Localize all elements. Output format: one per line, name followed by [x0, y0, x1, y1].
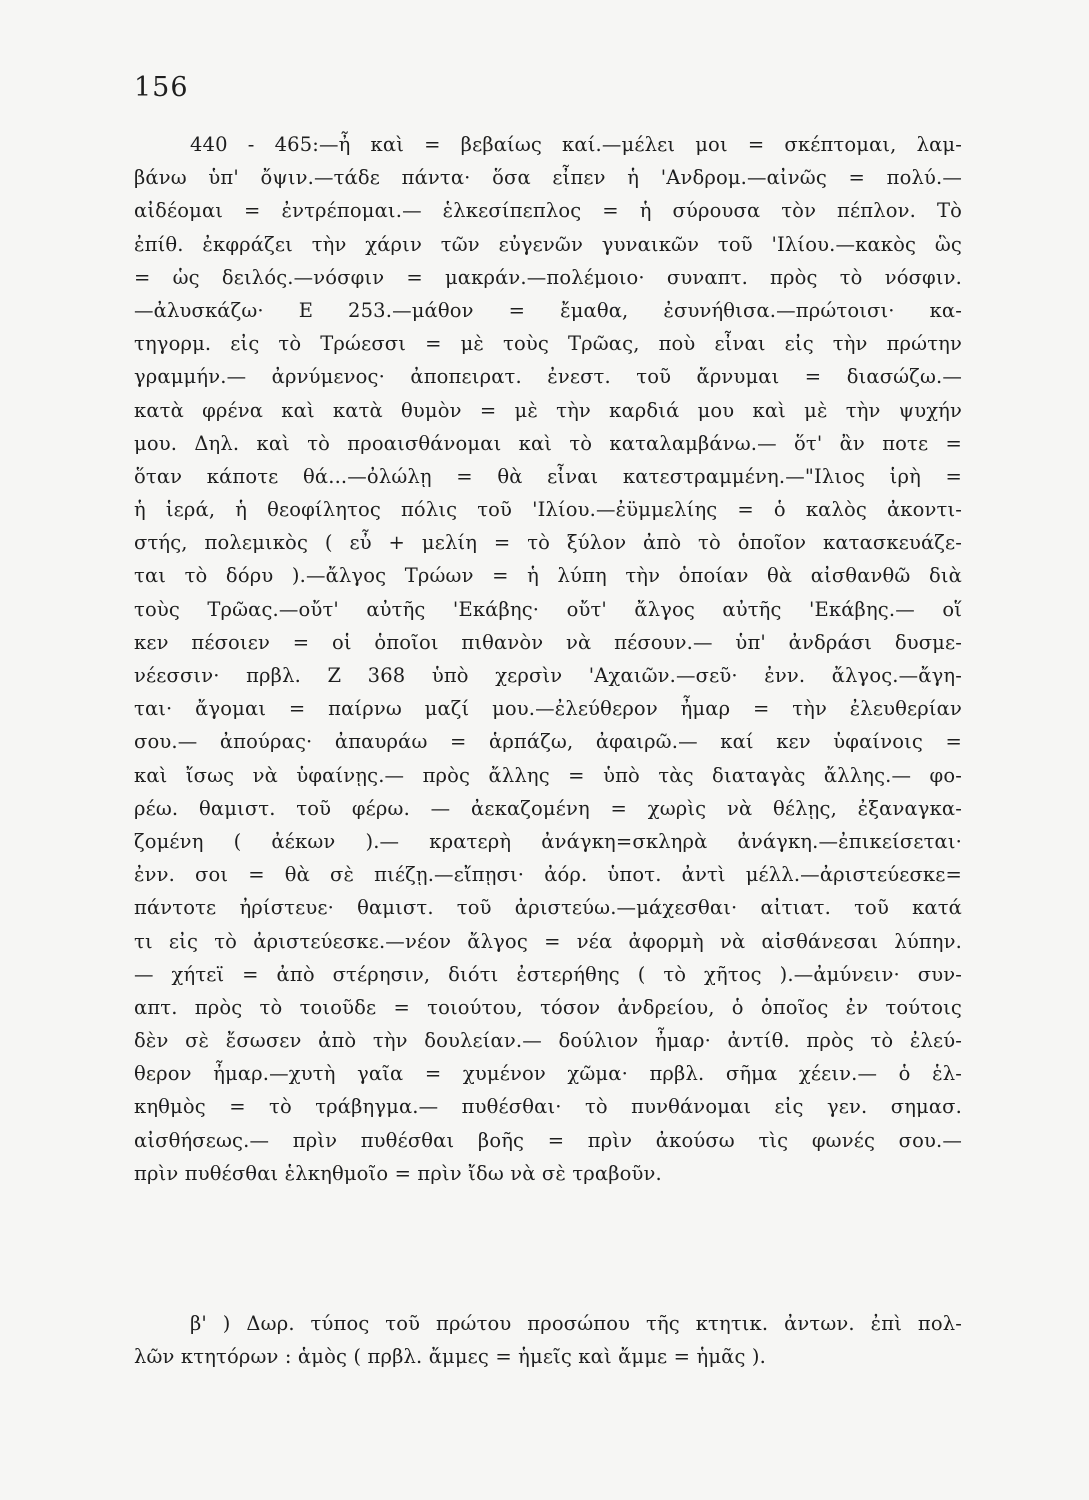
text-line: τηγορμ. εἰς τὸ Τρώεσσι = μὲ τοὺς Τρῶας, ποὺ εἶναι εἰς τὴν πρώτην	[134, 332, 962, 356]
text-line: ἡ ἱερά, ἡ θεοφίλητος πόλις τοῦ 'Ιλίου.—ἐϋμμελίης = ὁ καλὸς ἀκοντι-	[134, 498, 962, 522]
text-line: αἰδέομαι = ἐντρέπομαι.— ἑλκεσίπεπλος = ἡ σύρουσα τὸν πέπλον. Τὸ	[134, 199, 962, 223]
text-line: ρέω. θαμιστ. τοῦ φέρω. — ἀεκαζομένη = χωρὶς νὰ θέλῃς, ἐξαναγκα-	[134, 796, 962, 820]
text-line: κεν πέσοιεν = οἱ ὁποῖοι πιθανὸν νὰ πέσουν.— ὑπ' ἀνδράσι δυσμε-	[134, 630, 962, 654]
text-line: μου. Δηλ. καὶ τὸ προαισθάνομαι καὶ τὸ καταλαμβάνω.— ὅτ' ἂν ποτε =	[134, 431, 962, 455]
page-number: 156	[134, 72, 189, 103]
text-line: κατὰ φρένα καὶ κατὰ θυμὸν = μὲ τὴν καρδιά μου καὶ μὲ τὴν ψυχήν	[134, 398, 962, 422]
text-line: ἐπίθ. ἐκφράζει τὴν χάριν τῶν εὐγενῶν γυναικῶν τοῦ 'Ιλίου.—κακὸς ὣς	[134, 232, 962, 256]
section-b-note	[134, 1307, 962, 1373]
text-line: θερον ἦμαρ.—χυτὴ γαῖα = χυμένον χῶμα· πρβλ. σῆμα χέειν.— ὁ ἑλ-	[134, 1062, 962, 1086]
text-line: ὅταν κάποτε θά...—ὀλώλῃ = θὰ εἶναι κατεστραμμένη.—"Ιλιος ἱρὴ =	[134, 464, 962, 488]
text-line: δὲν σὲ ἔσωσεν ἀπὸ τὴν δουλείαν.— δούλιον ἦμαρ· ἀντίθ. πρὸς τὸ ἐλεύ-	[134, 1029, 962, 1053]
text-line: λῶν κτητόρων : ἁμὸς ( πρβλ. ἄμμες = ἡμεῖς καὶ ἄμμε = ἡμᾶς ).	[134, 1345, 766, 1369]
text-line: 440 - 465:—ἦ καὶ = βεβαίως καί.—μέλει μοι = σκέπτομαι, λαμ-	[190, 133, 962, 156]
text-line: ται· ἄγομαι = παίρνω μαζί μου.—ἐλεύθερον ἦμαρ = τὴν ἐλευθερίαν	[134, 697, 962, 721]
text-line: καὶ ἴσως νὰ ὑφαίνῃς.— πρὸς ἄλλης = ὑπὸ τὰς διαταγὰς ἄλλης.— φο-	[134, 763, 962, 787]
text-line: κηθμὸς = τὸ τράβηγμα.— πυθέσθαι· τὸ πυνθάνομαι εἰς γεν. σημασ.	[134, 1095, 962, 1119]
text-line: —ἀλυσκάζω· Ε 253.—μάθον = ἔμαθα, ἐσυνήθισα.—πρώτοισι· κα-	[134, 298, 962, 322]
text-line: ἐνν. σοι = θὰ σὲ πιέζῃ.—εἴπῃσι· ἀόρ. ὑποτ. ἀντὶ μέλλ.—ἀριστεύεσκε=	[134, 863, 962, 887]
text-line: β' ) Δωρ. τύπος τοῦ πρώτου προσώπου τῆς κτητικ. ἀντων. ἐπὶ πολ-	[190, 1312, 962, 1335]
text-line: στής, πολεμικὸς ( εὖ + μελίη = τὸ ξύλον ἀπὸ τὸ ὁποῖον κατασκευάζε-	[134, 531, 962, 555]
text-line: γραμμήν.— ἀρνύμενος· ἀποπειρατ. ἐνεστ. τοῦ ἄρνυμαι = διασώζω.—	[134, 365, 962, 389]
text-line: — χήτεϊ = ἀπὸ στέρησιν, διότι ἐστερήθης ( τὸ χῆτος ).—ἀμύνειν· συν-	[134, 962, 962, 986]
text-line: ται τὸ δόρυ ).—ἄλγος Τρώων = ἡ λύπη τὴν ὁποίαν θὰ αἰσθανθῶ διὰ	[134, 564, 962, 588]
text-line: τι εἰς τὸ ἀριστεύεσκε.—νέον ἄλγος = νέα ἀφορμὴ νὰ αἰσθάνεσαι λύπην.	[134, 929, 962, 953]
text-line: ζομένη ( ἀέκων ).— κρατερὴ ἀνάγκη=σκληρὰ ἀνάγκη.—ἐπικείσεται·	[134, 829, 962, 853]
text-line: αἰσθήσεως.— πρὶν πυθέσθαι βοῆς = πρὶν ἀκούσω τὶς φωνές σου.—	[134, 1128, 962, 1152]
text-line: τοὺς Τρῶας.—οὔτ' αὐτῆς 'Εκάβης· οὔτ' ἄλγος αὐτῆς 'Εκάβης.— οἵ	[134, 597, 962, 621]
text-line: απτ. πρὸς τὸ τοιοῦδε = τοιούτου, τόσον ἀνδρείου, ὁ ὁποῖος ἐν τούτοις	[134, 995, 962, 1019]
text-line: πάντοτε ἠρίστευε· θαμιστ. τοῦ ἀριστεύω.—μάχεσθαι· αἰτιατ. τοῦ κατά	[134, 896, 962, 920]
text-line: = ὡς δειλός.—νόσφιν = μακράν.—πολέμοιο· συναπτ. πρὸς τὸ νόσφιν.	[134, 265, 962, 289]
text-line: βάνω ὑπ' ὄψιν.—τάδε πάντα· ὅσα εἶπεν ἡ 'Ανδρομ.—αἰνῶς = πολύ.—	[134, 166, 962, 190]
commentary-notes	[134, 128, 962, 1190]
text-line: πρὶν πυθέσθαι ἑλκηθμοῖο = πρὶν ἴδω νὰ σὲ τραβοῦν.	[134, 1161, 662, 1185]
text-line: νέεσσιν· πρβλ. Ζ 368 ὑπὸ χερσὶν 'Αχαιῶν.—σεῦ· ἐνν. ἄλγος.—ἄγη-	[134, 664, 962, 687]
text-line: σου.— ἀπούρας· ἀπαυράω = ἁρπάζω, ἀφαιρῶ.— καί κεν ὑφαίνοις =	[134, 730, 962, 754]
